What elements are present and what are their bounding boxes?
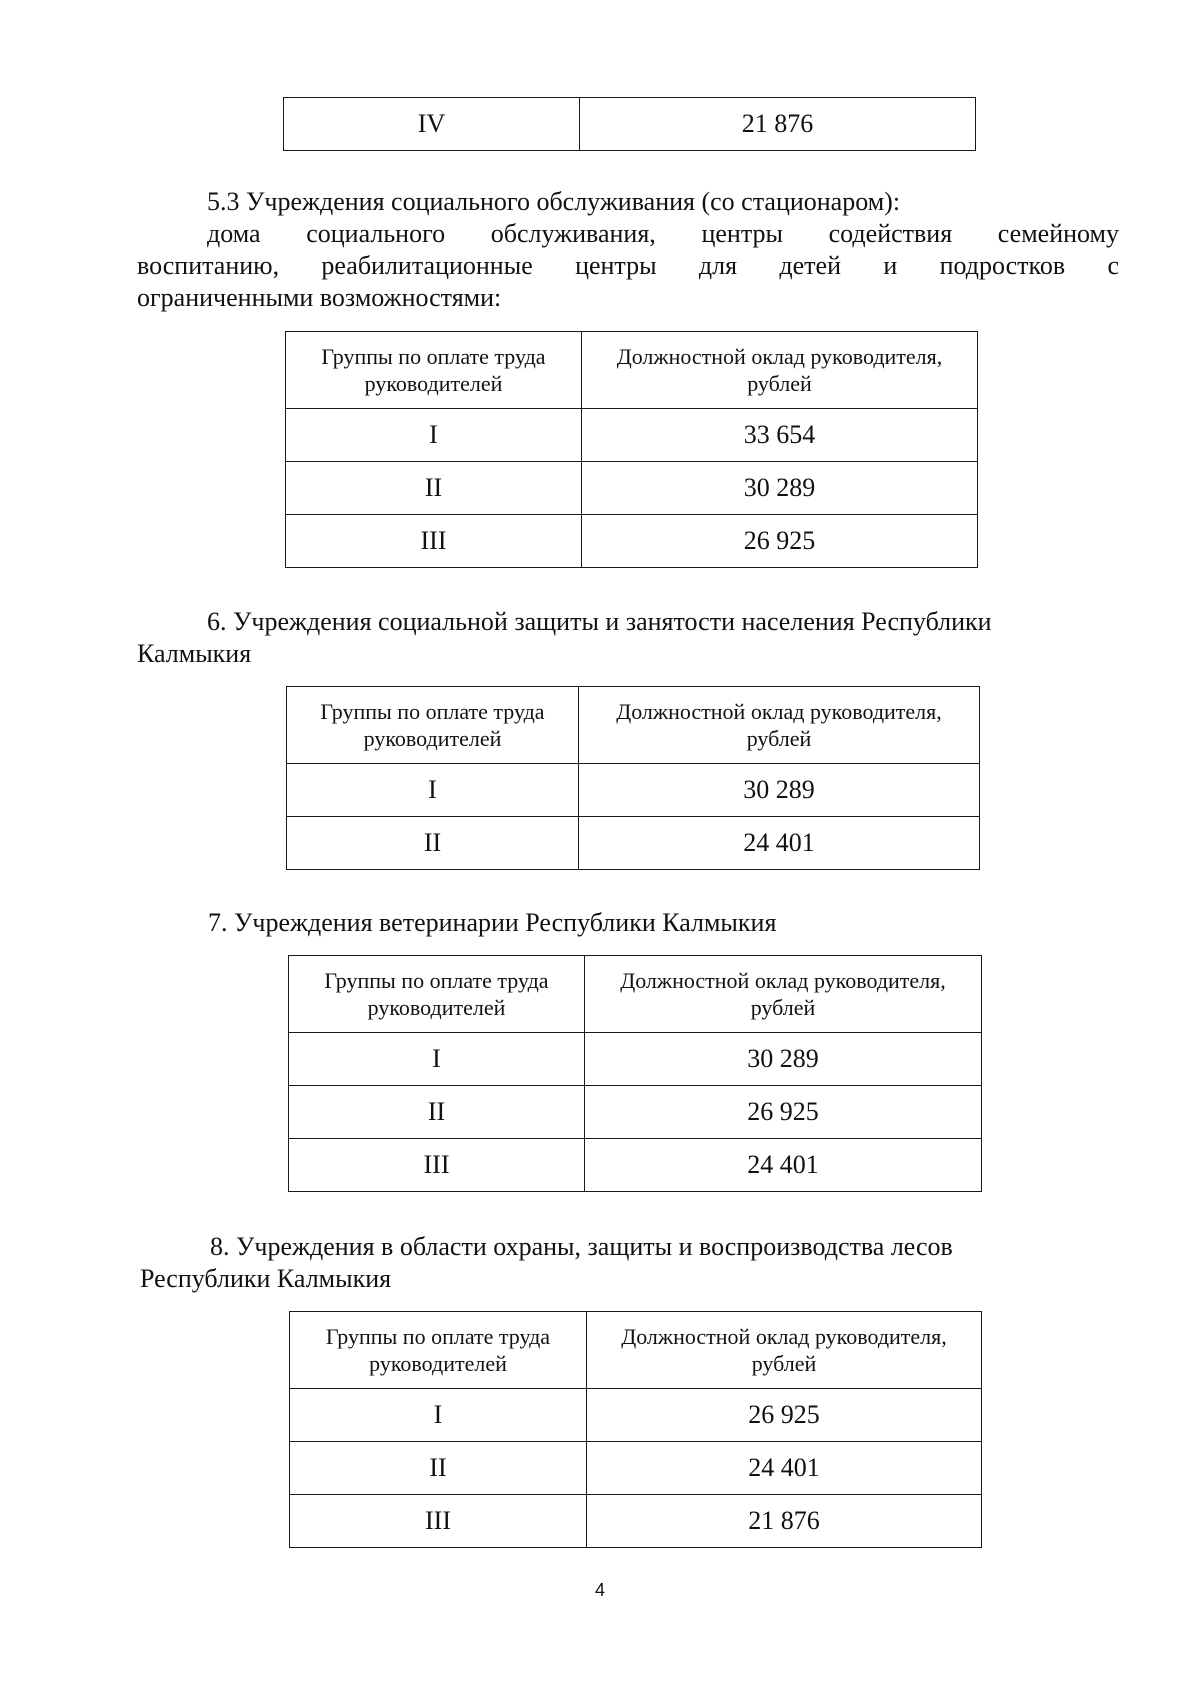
table-row (290, 1442, 982, 1495)
table-continuation (283, 97, 976, 151)
section-8-heading-line1: 8. Учреждения в области охраны, защиты и воспроизводства лесов (210, 1232, 953, 1261)
column-header-group: Группы по оплате труда руководителей (287, 687, 579, 764)
table-row (289, 1033, 982, 1086)
group-cell: III (289, 1139, 585, 1192)
salary-cell: 26 925 (585, 1086, 982, 1139)
group-cell: II (290, 1442, 587, 1495)
group-cell: I (289, 1033, 585, 1086)
salary-cell: 24 401 (587, 1442, 982, 1495)
page-number: 4 (594, 1580, 605, 1600)
table-row (289, 1086, 982, 1139)
table-row (286, 462, 978, 515)
group-cell: III (286, 515, 582, 568)
salary-cell: 33 654 (582, 409, 978, 462)
salary-cell: 24 401 (585, 1139, 982, 1192)
section-6-heading-line1: 6. Учреждения социальной защиты и занятости населения Республики (207, 607, 992, 636)
table-section-7 (288, 955, 982, 1192)
table-row (289, 1139, 982, 1192)
salary-cell: 30 289 (585, 1033, 982, 1086)
section-5-3-description (137, 218, 1119, 314)
group-cell: I (286, 409, 582, 462)
column-header-group: Группы по оплате труда руководителей (290, 1312, 587, 1389)
column-header-salary: Должностной оклад руководителя, рублей (582, 332, 978, 409)
salary-cell: 21 876 (587, 1495, 982, 1548)
salary-cell: 21 876 (580, 98, 976, 151)
table-header-row (289, 956, 982, 1033)
salary-cell: 26 925 (582, 515, 978, 568)
group-cell: III (290, 1495, 587, 1548)
table-section-6 (286, 686, 980, 870)
description-line: ограниченными возможностями: (137, 283, 502, 312)
table-row (290, 1495, 982, 1548)
group-cell: II (289, 1086, 585, 1139)
table-section-8 (289, 1311, 982, 1548)
table-header-row (287, 687, 980, 764)
table-header-row (286, 332, 978, 409)
table-row (284, 98, 976, 151)
group-cell: II (286, 462, 582, 515)
salary-cell: 26 925 (587, 1389, 982, 1442)
column-header-salary: Должностной оклад руководителя, рублей (579, 687, 980, 764)
section-6-heading-line2: Калмыкия (137, 639, 252, 668)
salary-cell: 30 289 (582, 462, 978, 515)
group-cell: IV (284, 98, 580, 151)
table-row (290, 1389, 982, 1442)
column-header-group: Группы по оплате труда руководителей (289, 956, 585, 1033)
table-row (287, 817, 980, 870)
table-row (286, 409, 978, 462)
group-cell: I (287, 764, 579, 817)
column-header-salary: Должностной оклад руководителя, рублей (585, 956, 982, 1033)
description-line: воспитанию, реабилитационные центры для детей и подростков с (137, 251, 1119, 280)
description-line: дома социального обслуживания, центры содействия семейному (207, 219, 1119, 248)
column-header-salary: Должностной оклад руководителя, рублей (587, 1312, 982, 1389)
table-section-5-3 (285, 331, 978, 568)
salary-cell: 30 289 (579, 764, 980, 817)
salary-cell: 24 401 (579, 817, 980, 870)
group-cell: I (290, 1389, 587, 1442)
column-header-group: Группы по оплате труда руководителей (286, 332, 582, 409)
section-8-heading-line2: Республики Калмыкия (140, 1264, 392, 1293)
section-7-heading: 7. Учреждения ветеринарии Республики Калмыкия (208, 908, 777, 937)
group-cell: II (287, 817, 579, 870)
section-5-3-heading: 5.3 Учреждения социального обслуживания (со стационаром): (207, 187, 901, 216)
table-header-row (290, 1312, 982, 1389)
table-row (287, 764, 980, 817)
table-row (286, 515, 978, 568)
